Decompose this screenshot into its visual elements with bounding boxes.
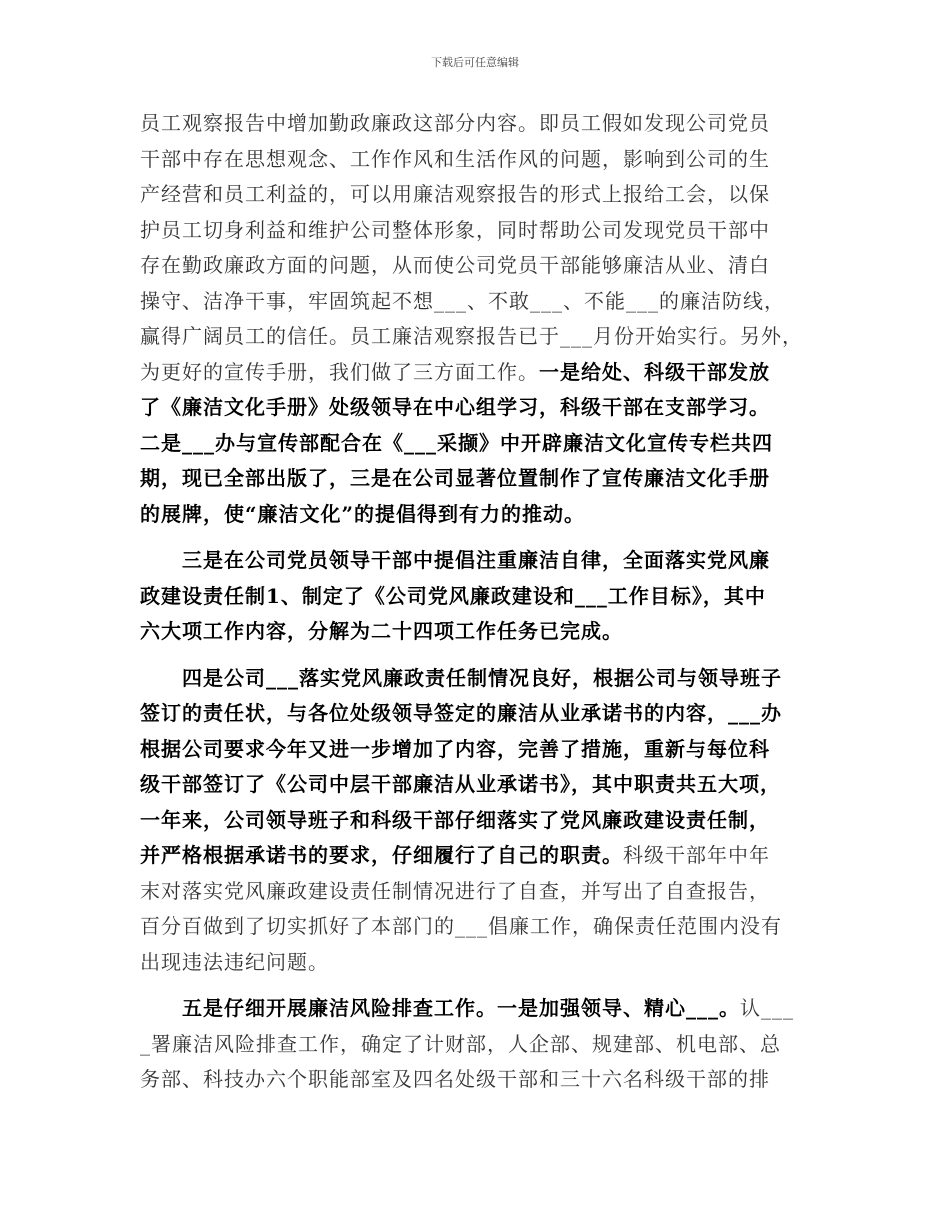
text-segment: 政建设责任制1、制定了《公司党风廉政建设和___工作目标》，其中 xyxy=(140,583,766,608)
text-segment: 签订的责任状，与各位处级领导签定的廉洁从业承诺书的内容，___办 xyxy=(140,701,782,725)
text-line xyxy=(140,874,820,910)
text-line xyxy=(140,390,820,426)
text-line xyxy=(140,284,820,320)
text-segment: 二是___办与宣传部配合在《___采撷》中开辟廉洁文化宣传专栏共四 xyxy=(140,430,773,455)
text-segment: _署廉洁风险排查工作，确定了计财部，人企部、规建部、机电部、总 xyxy=(140,1031,781,1056)
text-segment: 六大项工作内容，分解为二十四项工作任务已完成。 xyxy=(140,619,623,643)
text-line xyxy=(140,543,820,579)
text-segment: 科级干部年中年 xyxy=(623,843,770,867)
page-header: 下载后可任意编辑 xyxy=(431,56,519,69)
text-line xyxy=(140,497,820,533)
text-line xyxy=(140,355,820,391)
text-segment: 期，现已全部出版了，三是在公司显著位置制作了宣传廉洁文化手册 xyxy=(140,466,770,490)
text-segment: 百分百做到了切实抓好了本部门的___倡廉工作，确保责任范围内没有 xyxy=(140,914,782,938)
text-segment: 存在勤政廉政方面的问题，从而使公司党员干部能够廉洁从业、清白 xyxy=(140,253,770,277)
text-line xyxy=(140,991,820,1027)
text-line xyxy=(140,767,820,803)
text-line xyxy=(140,142,820,178)
text-line xyxy=(140,909,820,945)
text-segment: 务部、科技办六个职能部室及四名处级干部和三十六名科级干部的排 xyxy=(140,1067,770,1091)
text-segment: 一是给处、科级干部发放 xyxy=(539,359,770,384)
text-segment: 操守、洁净干事，牢固筑起不想___、不敢___、不能___的廉洁防线， xyxy=(140,288,785,313)
text-line xyxy=(140,1027,820,1063)
text-line xyxy=(140,248,820,284)
text-segment: 出现违法违纪问题。 xyxy=(140,949,329,974)
text-segment: 三是在公司党员领导干部中提倡注重廉洁自律，全面落实党风廉 xyxy=(182,548,770,572)
text-line xyxy=(140,461,820,497)
document-body xyxy=(140,106,820,1098)
text-segment: 了《廉洁文化手册》处级领导在中心组学习，科级干部在支部学习。 xyxy=(140,395,770,419)
text-segment: 末对落实党风廉政建设责任制情况进行了自查，并写出了自查报告， xyxy=(140,878,770,903)
text-line xyxy=(140,732,820,768)
text-segment: 员工观察报告中增加勤政廉政这部分内容。即员工假如发现公司党员 xyxy=(140,111,770,135)
text-segment: 根据公司要求今年又进一步增加了内容，完善了措施，重新与每位科 xyxy=(140,736,770,761)
text-segment: 护员工切身利益和维护公司整体形象，同时帮助公司发现党员干部中 xyxy=(140,217,770,242)
text-line xyxy=(140,213,820,249)
text-segment: 五是仔细开展廉洁风险排查工作。一是加强领导、精心___。 xyxy=(182,996,740,1020)
text-line xyxy=(140,945,820,981)
text-line xyxy=(140,106,820,142)
text-segment: 四是公司___落实党风廉政责任制情况良好，根据公司与领导班子 xyxy=(182,665,782,690)
text-segment: 级干部签订了《公司中层干部廉洁从业承诺书》，其中职责共五大项， xyxy=(140,772,781,796)
text-line xyxy=(140,614,820,650)
text-segment: 产经营和员工利益的，可以用廉洁观察报告的形式上报给工会，以保 xyxy=(140,182,770,206)
text-segment: 的展牌，使“廉洁文化”的提倡得到有力的推动。 xyxy=(140,501,586,526)
text-segment: 一年来，公司领导班子和科级干部仔细落实了党风廉政建设责任制， xyxy=(140,807,770,832)
text-line xyxy=(140,696,820,732)
text-line xyxy=(140,579,820,615)
text-line xyxy=(140,661,820,697)
text-line xyxy=(140,838,820,874)
text-segment: 赢得广阔员工的信任。员工廉洁观察报告已于___月份开始实行。另外， xyxy=(140,324,803,348)
text-segment: 为更好的宣传手册，我们做了三方面工作。 xyxy=(140,359,539,384)
text-segment: 干部中存在思想观念、工作作风和生活作风的问题，影响到公司的生 xyxy=(140,146,770,171)
text-line xyxy=(140,177,820,213)
text-line xyxy=(140,1062,820,1098)
text-segment: 认___ xyxy=(740,996,794,1020)
text-line xyxy=(140,803,820,839)
text-line xyxy=(140,319,820,355)
text-segment: 并严格根据承诺书的要求，仔细履行了自己的职责。 xyxy=(140,843,623,867)
text-line xyxy=(140,426,820,462)
